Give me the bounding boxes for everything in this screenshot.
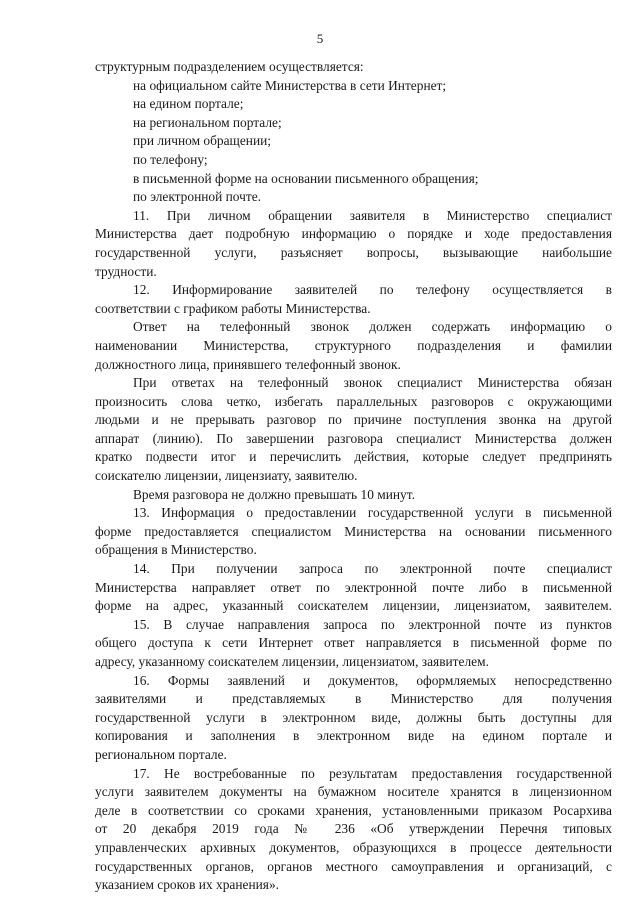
text-line: государственной услуги, разъясняет вопросы, вызывающие наибольшие — [95, 244, 612, 260]
text-line: деле в соответствии со сроками хранения, установленными приказом Росархива — [95, 802, 612, 818]
document-body — [95, 58, 612, 895]
text-line: адресу, указанному соискателем лицензии, лицензиатом, заявителем. — [95, 654, 489, 669]
text-line: региональном портале. — [95, 746, 227, 762]
text-line: Время разговора не должно превышать 10 минут. — [133, 486, 415, 502]
text-line: Министерства дает подробную информацию о порядке и ходе предоставления — [95, 226, 612, 242]
text-line: от 20 декабря 2019 года № 236 «Об утверждении Перечня типовых — [95, 821, 612, 837]
text-line: 14. При получении запроса по электронной почте специалист — [133, 561, 612, 577]
text-line: трудности. — [95, 263, 157, 279]
page-number: 5 — [316, 31, 324, 46]
text-line: соискателю лицензии, лицензиату, заявителю. — [95, 468, 358, 484]
text-line: в письменной форме на основании письменного обращения; — [133, 170, 479, 186]
text-line: по электронной почте. — [133, 189, 262, 205]
text-line: наименовании Министерства, структурного подразделения и фамилии — [95, 337, 612, 353]
text-line: 17. Не востребованные по результатам предоставления государственной — [133, 765, 612, 781]
text-line: 15. В случае направления запроса по электронной почте из пунктов — [133, 616, 612, 632]
text-line: 12. Информирование заявителей по телефону осуществляется в — [133, 282, 612, 298]
text-line: структурным подразделением осуществляется: — [95, 59, 364, 74]
text-line: при личном обращении; — [133, 133, 272, 149]
text-line: При ответах на телефонный звонок специалист Министерства обязан — [133, 375, 612, 391]
text-line: по телефону; — [133, 151, 208, 167]
text-line: услуги заявителем документы на бумажном носителе хранятся в лицензионном — [95, 784, 612, 800]
text-line: на официальном сайте Министерства в сети Интернет; — [133, 77, 447, 93]
text-line: Министерства направляет ответ по электронной почте либо в письменной — [95, 579, 612, 595]
text-line: общего доступа к сети Интернет ответ направляется в письменной форме по — [95, 635, 612, 651]
text-line: копирования и заполнения в электронном виде на едином портале и — [95, 728, 612, 744]
text-line: 16. Формы заявлений и документов, оформляемых непосредственно — [133, 672, 612, 688]
text-line: произносить слова четко, избегать параллельных разговоров с окружающими — [95, 393, 612, 409]
text-line: государственных органов, органов местного самоуправления и организаций, с — [95, 858, 612, 874]
text-line: на региональном портале; — [133, 114, 282, 130]
text-line: обращения в Министерство. — [95, 542, 257, 558]
text-line: 11. При личном обращении заявителя в Министерство специалист — [133, 207, 612, 223]
text-line: государственной услуги в электронном виде, должны быть доступны для — [95, 709, 612, 725]
text-line: аппарат (линию). По завершении разговора специалист Министерства должен — [95, 430, 612, 446]
text-line: на едином портале; — [133, 96, 244, 112]
text-line: должностного лица, принявшего телефонный звонок. — [95, 356, 401, 372]
text-line: форме на адрес, указанный соискателем лицензии, лицензиатом, заявителем. — [95, 598, 612, 614]
text-line: кратко подвести итог и перечислить действия, которые следует предпринять — [95, 449, 612, 465]
text-line: форме предоставляется специалистом Министерства на основании письменного — [95, 523, 612, 539]
text-line: управленческих архивных документов, образующихся в процессе деятельности — [95, 839, 612, 855]
text-line: Ответ на телефонный звонок должен содержать информацию о — [133, 319, 612, 335]
text-line: соответствии с графиком работы Министерства. — [95, 300, 371, 316]
text-line: людьми и не прерывать разговор по причине поступления звонка на другой — [95, 412, 612, 428]
text-line: 13. Информация о предоставлении государственной услуги в письменной — [133, 505, 612, 521]
text-line: указанием сроков их хранения». — [95, 877, 279, 893]
text-line: заявителями и представляемых в Министерство для получения — [95, 691, 612, 707]
